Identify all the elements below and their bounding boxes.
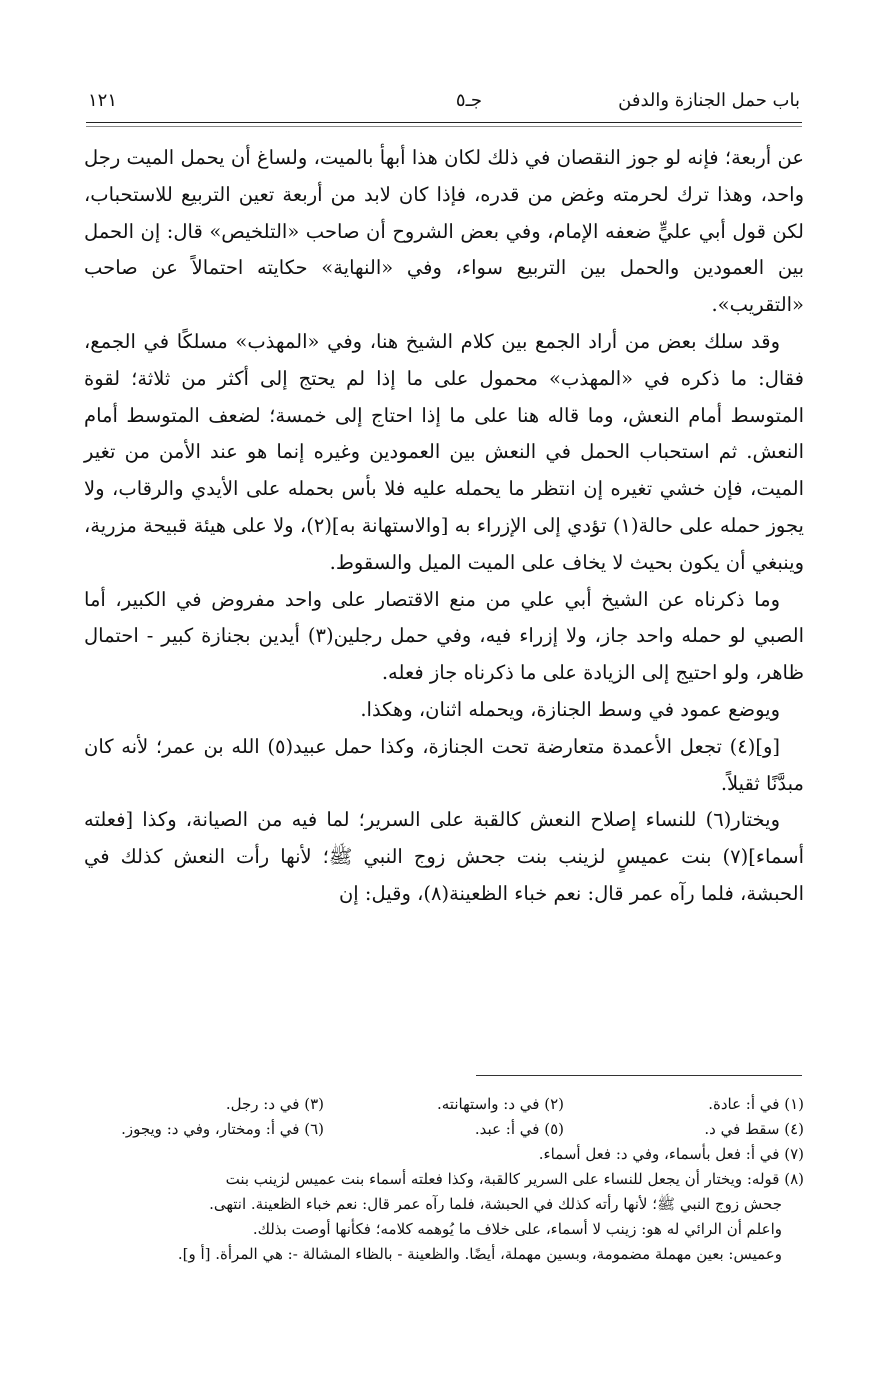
main-text [84, 140, 804, 913]
header-rule [86, 122, 802, 123]
footnote-row-1 [84, 1092, 804, 1117]
footnote-row-2 [84, 1117, 804, 1142]
paragraph-4: ويوضع عمود في وسط الجنازة، ويحمله اثنان، وهكذا. [360, 697, 780, 721]
footnote-5: (٥) في أ: عبد. [474, 1120, 564, 1138]
paragraph-5: [و](٤) تجعل الأعمدة متعارضة تحت الجنازة، وكذا حمل عبيد(٥) الله بن عمر؛ لأنه كان مبدَّنًا ثقيلاً. [84, 734, 804, 795]
footnote-row-3 [84, 1142, 804, 1167]
chapter-title: باب حمل الجنازة والدفن [618, 90, 800, 111]
paragraph-3: وما ذكرناه عن الشيخ أبي علي من منع الاقتصار على واحد مفروض في الكبير، أما الصبي لو حمله واحد جاز، ولا إزراء فيه، وفي حمل رجلين(٣) أيدين بجنازة كبير - احتمال ظاهر، ولو احتيج إلى الزيادة على ما ذكرناه جاز فعله. [84, 587, 804, 685]
running-header [88, 86, 800, 116]
footnote-7: (٧) في أ: فعل بأسماء، وفي د: فعل أسماء. [538, 1145, 804, 1163]
footnote-8-line-1: (٨) قوله: ويختار أن يجعل للنساء على السرير كالقبة، وكذا فعلته أسماء بنت عميس لزينب بنت [225, 1170, 804, 1188]
footnote-separator [476, 1075, 802, 1076]
header-rule-thin [86, 126, 802, 127]
footnote-4: (٤) سقط في د. [704, 1120, 804, 1138]
footnote-8-line-4: وعميس: بعين مهملة مضمومة، وبسين مهملة، أيضًا. والظعينة - بالظاء المشالة -: هي المرأة. [أ و]. [177, 1245, 782, 1263]
volume-label: جـ٥ [455, 90, 482, 111]
footnote-8-line-2: جحش زوج النبي ﷺ؛ لأنها رأته كذلك في الحبشة، فلما رآه عمر قال: نعم خباء الظعينة. انتهى. [209, 1195, 782, 1213]
paragraph-6: ويختار(٦) للنساء إصلاح النعش كالقبة على السرير؛ لما فيه من الصيانة، وكذا [فعلته أسماء](٧) بنت عميسٍ لزينب بنت جحش زوج النبي ﷺ؛ لأنها رأت النعش كذلك في الحبشة، فلما رآه عمر قال: نعم خباء الظعينة(٨)، وقيل: إن [84, 808, 804, 905]
footnote-8 [84, 1167, 804, 1267]
footnote-8-line-3: واعلم أن الرائي له هو: زينب لا أسماء، على خلاف ما يُوهمه كلامه؛ فكأنها أوصت بذلك. [252, 1220, 782, 1238]
footnote-6: (٦) في أ: ومختار، وفي د: ويجوز. [121, 1120, 324, 1138]
paragraph-2: وقد سلك بعض من أراد الجمع بين كلام الشيخ هنا، وفي «المهذب» مسلكًا في الجمع، فقال: ما ذكره في «المهذب» محمول على ما إذا لم يحتج إلى أكثر من ثلاثة؛ لقوة المتوسط أمام النعش، وما قاله هنا على ما إذا احتاج إلى خمسة؛ لضعف المتوسط أمام النعش. ثم استحباب الحمل في النعش بين العمودين وغيره إنما هو عند الأمن من تغير الميت، فإن خشي تغيره إن انتظر ما يحمله عليه فلا بأس بحمله على الأيدي والرقاب، ولا يجوز حمله على حالة(١) تؤدي إلى الإزراء به [والاستهانة به](٢)، ولا على هيئة قبيحة مزرية، وينبغي أن يكون بحيث لا يخاف على الميت الميل والسقوط. [84, 329, 804, 574]
footnotes [84, 1092, 804, 1267]
footnote-1: (١) في أ: عادة. [708, 1095, 804, 1113]
paragraph-1: عن أربعة؛ فإنه لو جوز النقصان في ذلك لكان هذا أبهأ بالميت، ولساغ أن يحمل الميت رجل واحد، وهذا ترك لحرمته وغض من قدره، فإذا كان لابد من أربعة تعين التربيع للاستحباب، لكن قول أبي عليٍّ ضعفه الإمام، وفي بعض الشروح أن صاحب «التلخيص» قال: إن الحمل بين العمودين والحمل بين التربيع سواء، وفي «النهاية» حكايته احتمالاً عن صاحب «التقريب». [84, 146, 804, 317]
footnote-3: (٣) في د: رجل. [225, 1095, 324, 1113]
page-number: ١٢١ [88, 90, 118, 111]
footnote-2: (٢) في د: واستهانته. [437, 1095, 564, 1113]
